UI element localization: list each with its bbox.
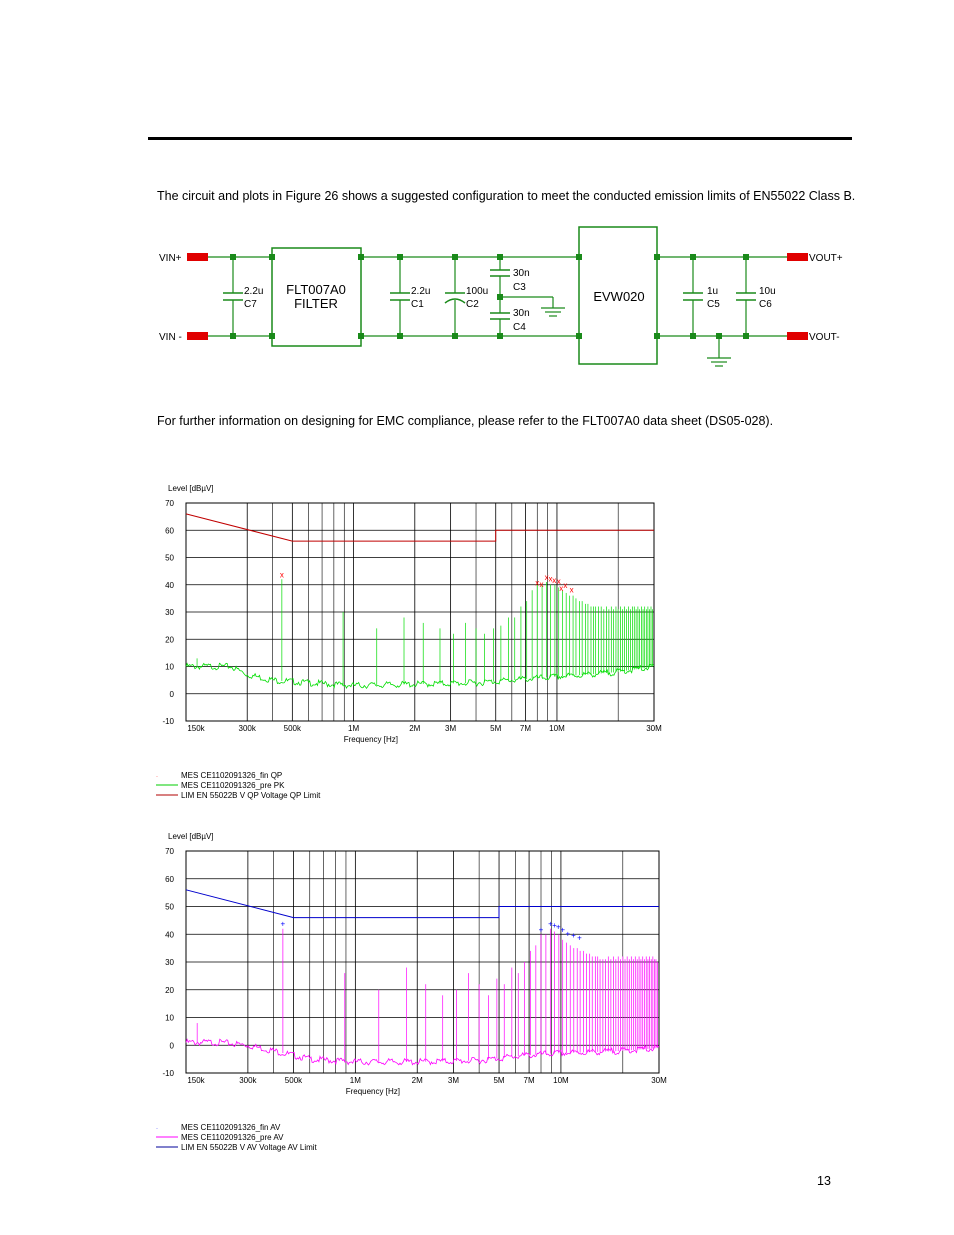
measurement-marker: + <box>552 921 557 931</box>
vin-plus-terminal <box>187 253 208 261</box>
c2-value: 100u <box>466 286 489 297</box>
x-tick-label: 150k <box>187 1076 205 1085</box>
measurement-marker: + <box>555 922 561 932</box>
junction-dots <box>230 254 749 339</box>
y-tick-label: 0 <box>169 1041 174 1051</box>
noise-floor-trace <box>186 663 654 688</box>
c5-ref: C5 <box>707 299 720 310</box>
x-tick-label: 300k <box>239 1076 257 1085</box>
legend-entry: MES CE1102091326_pre PK <box>181 781 285 790</box>
y-tick-label: 60 <box>165 874 174 884</box>
y-tick-label: 20 <box>165 985 174 995</box>
measurement-marker: x <box>544 573 549 583</box>
vout-minus-label: VOUT- <box>809 332 840 343</box>
capacitor-plates <box>223 270 756 319</box>
x-tick-label: 300k <box>238 724 256 733</box>
ground-symbols <box>541 308 731 366</box>
vout-minus-terminal <box>787 332 808 340</box>
measurement-marker: + <box>571 930 576 940</box>
x-tick-label: 500k <box>283 724 302 733</box>
x-axis-label: Frequency [Hz] <box>343 735 398 744</box>
x-tick-label: 10M <box>549 724 565 733</box>
measurement-marker: x <box>548 574 553 584</box>
x-tick-label: 30M <box>646 724 662 733</box>
x-tick-label: 2M <box>411 1076 423 1085</box>
limit-line <box>186 890 659 918</box>
further-info-paragraph: For further information on designing for EMC compliance, please refer to the FLT007A0 data sheet (DS05-028). <box>157 414 774 428</box>
y-tick-label: 70 <box>165 499 174 508</box>
measurement-marker: x <box>559 583 564 593</box>
c7-ref: C7 <box>244 299 257 310</box>
legend-swatch: · <box>156 1126 158 1132</box>
c5-value: 1u <box>707 286 719 297</box>
y-tick-label: 10 <box>165 1013 174 1023</box>
measurement-marker: + <box>560 925 566 935</box>
vout-plus-label: VOUT+ <box>809 253 843 264</box>
x-tick-label: 150k <box>187 724 205 733</box>
x-tick-label: 30M <box>651 1076 667 1085</box>
x-tick-label: 1M <box>348 724 360 733</box>
noise-floor-trace <box>186 1039 659 1065</box>
measurement-marker: x <box>279 570 284 580</box>
filter-sub: FILTER <box>294 296 338 311</box>
c1-value: 2.2u <box>411 286 431 297</box>
x-tick-label: 3M <box>445 724 457 733</box>
y-tick-label: 50 <box>165 553 174 563</box>
av-emission-chart <box>150 826 670 1152</box>
intro-paragraph: The circuit and plots in Figure 26 shows a suggested configuration to meet the conducted emission limits of EN55022 Class B. <box>157 189 856 203</box>
measurement-marker: x <box>569 585 574 595</box>
x-tick-label: 1M <box>349 1076 361 1085</box>
measurement-marker: x <box>563 581 568 591</box>
c4-ref: C4 <box>513 322 526 333</box>
y-axis-label: Level [dBµV] <box>168 484 214 493</box>
measurement-marker: x <box>535 578 540 588</box>
legend-entry: MES CE1102091326_fin AV <box>181 1123 281 1132</box>
x-tick-label: 500k <box>284 1076 303 1085</box>
x-tick-label: 7M <box>519 724 532 733</box>
c3-ref: C3 <box>513 282 526 293</box>
legend-entry: MES CE1102091326_pre AV <box>181 1133 284 1142</box>
y-axis-label: Level [dBµV] <box>168 832 214 841</box>
measurement-marker: + <box>565 929 571 939</box>
module-name: EVW020 <box>593 289 645 304</box>
y-tick-label: 30 <box>165 958 174 967</box>
x-tick-label: 7M <box>523 1076 535 1085</box>
header-rule <box>148 137 852 140</box>
module-block <box>579 227 657 364</box>
y-tick-label: 40 <box>165 580 174 590</box>
vin-minus-label: VIN - <box>159 332 182 343</box>
measurement-marker: x <box>552 575 557 585</box>
measurement-marker: x <box>556 577 561 587</box>
y-tick-label: 50 <box>165 902 174 912</box>
c3-value: 30n <box>513 268 530 279</box>
page-number: 13 <box>817 1174 831 1188</box>
legend-entry: MES CE1102091326_fin QP <box>181 771 283 780</box>
vin-plus-label: VIN+ <box>159 253 182 264</box>
y-tick-label: 40 <box>165 930 174 940</box>
c2-ref: C2 <box>466 299 479 310</box>
c4-value: 30n <box>513 308 530 319</box>
measurement-marker: + <box>577 933 582 943</box>
x-tick-label: 10M <box>553 1076 569 1085</box>
y-tick-label: -10 <box>162 717 174 726</box>
y-tick-label: 60 <box>165 526 174 536</box>
y-tick-label: 30 <box>165 608 174 617</box>
legend-swatch: · <box>156 774 158 780</box>
x-tick-label: 3M <box>447 1076 460 1085</box>
vout-plus-terminal <box>787 253 808 261</box>
x-tick-label: 5M <box>490 724 502 733</box>
filter-block <box>272 248 361 346</box>
qp-emission-chart <box>150 478 670 800</box>
y-tick-label: 20 <box>165 635 174 645</box>
y-tick-label: -10 <box>162 1069 174 1078</box>
measurement-marker: + <box>538 925 544 935</box>
limit-line <box>186 514 654 541</box>
filter-name: FLT007A0 <box>286 282 346 297</box>
x-tick-label: 2M <box>409 724 421 733</box>
legend-entry: LIM EN 55022B V AV Voltage AV Limit <box>181 1143 317 1152</box>
legend-entry: LIM EN 55022B V QP Voltage QP Limit <box>181 791 321 800</box>
vin-minus-terminal <box>187 332 208 340</box>
c6-value: 10u <box>759 286 776 297</box>
c6-ref: C6 <box>759 299 772 310</box>
x-tick-label: 5M <box>493 1076 505 1085</box>
y-tick-label: 0 <box>169 689 174 699</box>
y-tick-label: 70 <box>165 847 174 856</box>
x-axis-label: Frequency [Hz] <box>345 1087 400 1096</box>
measurement-marker: + <box>280 919 286 929</box>
c1-ref: C1 <box>411 299 424 310</box>
c7-value: 2.2u <box>244 286 264 297</box>
y-tick-label: 10 <box>165 662 174 672</box>
measurement-marker: + <box>548 919 553 929</box>
measurement-marker: x <box>539 579 544 589</box>
